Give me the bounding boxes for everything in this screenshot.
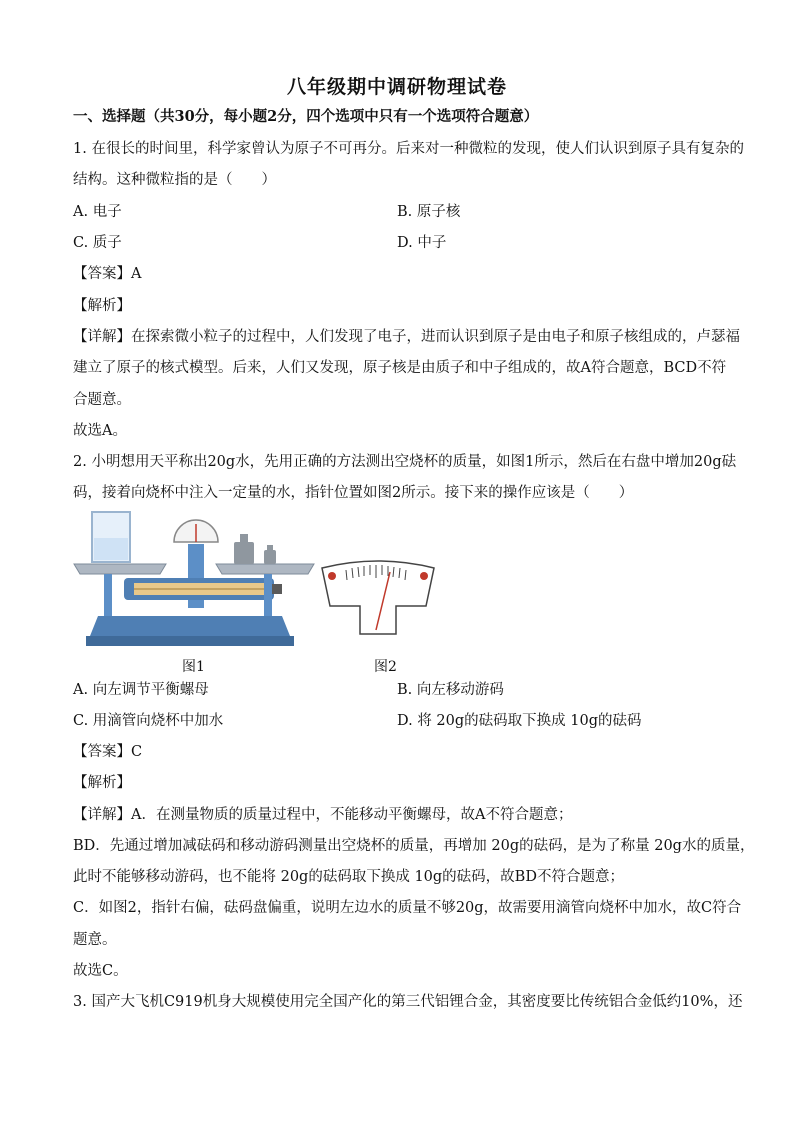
- q2-option-a: A. 向左调节平衡螺母: [73, 682, 209, 698]
- q1-stem-line2: 结构。这种微粒指的是（ ）: [73, 172, 276, 188]
- q1-answer: 【答案】A: [73, 266, 142, 282]
- q2-detail-line3: 此时不能够移动游码，也不能将 20g的砝码取下换成 10g的砝码，故BD不符合题意；: [73, 869, 624, 885]
- page-title: 八年级期中调研物理试卷: [286, 76, 507, 98]
- q1-analysis-label: 【解析】: [73, 298, 131, 314]
- figure2-caption: 图2: [374, 659, 397, 675]
- q3-stem-line1: 3. 国产大飞机C919机身大规模使用完全国产化的第三代铝锂合金，其密度要比传统铝合金低约10%，还: [73, 994, 743, 1010]
- pointer-scale-illustration: [322, 561, 434, 634]
- q2-detail-line2: BD．先通过增加减砝码和移动游码测量出空烧杯的质量，再增加 20g的砝码，是为了称量 20g水的质量，: [73, 838, 755, 854]
- q1-detail-line1: 【详解】在探索微小粒子的过程中，人们发现了电子，进而认识到原子是由电子和原子核组成的，卢瑟福: [73, 329, 740, 345]
- q2-detail-line5: 题意。: [73, 932, 117, 948]
- balance-figure: [68, 508, 448, 678]
- q1-detail-line2: 建立了原子的核式模型。后来，人们又发现，原子核是由质子和中子组成的，故A符合题意，BCD不符: [73, 360, 727, 376]
- section-heading: 一、选择题（共30分，每小题2分，四个选项中只有一个选项符合题意）: [73, 108, 539, 125]
- q2-option-d: D. 将 20g的砝码取下换成 10g的砝码: [397, 713, 642, 729]
- q1-conclusion: 故选A。: [73, 423, 127, 439]
- q2-option-b: B. 向左移动游码: [397, 682, 504, 698]
- q2-option-c: C. 用滴管向烧杯中加水: [73, 713, 224, 729]
- balance-scale-illustration: [74, 512, 314, 646]
- q2-stem-line1: 2. 小明想用天平称出20g水，先用正确的方法测出空烧杯的质量，如图1所示，然后在右盘中增加20g砝: [73, 454, 737, 470]
- q2-conclusion: 故选C。: [73, 963, 128, 979]
- q2-stem-line2: 码，接着向烧杯中注入一定量的水，指针位置如图2所示。接下来的操作应该是（ ）: [73, 485, 634, 501]
- q1-detail-line3: 合题意。: [73, 392, 131, 408]
- q2-analysis-label: 【解析】: [73, 775, 131, 791]
- q2-detail-line1: 【详解】A．在测量物质的质量过程中，不能移动平衡螺母，故A不符合题意；: [73, 807, 573, 823]
- q2-detail-line4: C．如图2，指针右偏，砝码盘偏重，说明左边水的质量不够20g，故需要用滴管向烧杯中加水，故C符合: [73, 900, 742, 916]
- q1-option-b: B. 原子核: [397, 204, 461, 220]
- q1-option-a: A. 电子: [73, 204, 122, 220]
- q1-option-d: D. 中子: [397, 235, 447, 251]
- q2-answer: 【答案】C: [73, 744, 143, 760]
- q1-option-c: C. 质子: [73, 235, 122, 251]
- q1-stem-line1: 1. 在很长的时间里，科学家曾认为原子不可再分。后来对一种微粒的发现，使人们认识到原子具有复杂的: [73, 141, 744, 157]
- figure1-caption: 图1: [182, 659, 205, 675]
